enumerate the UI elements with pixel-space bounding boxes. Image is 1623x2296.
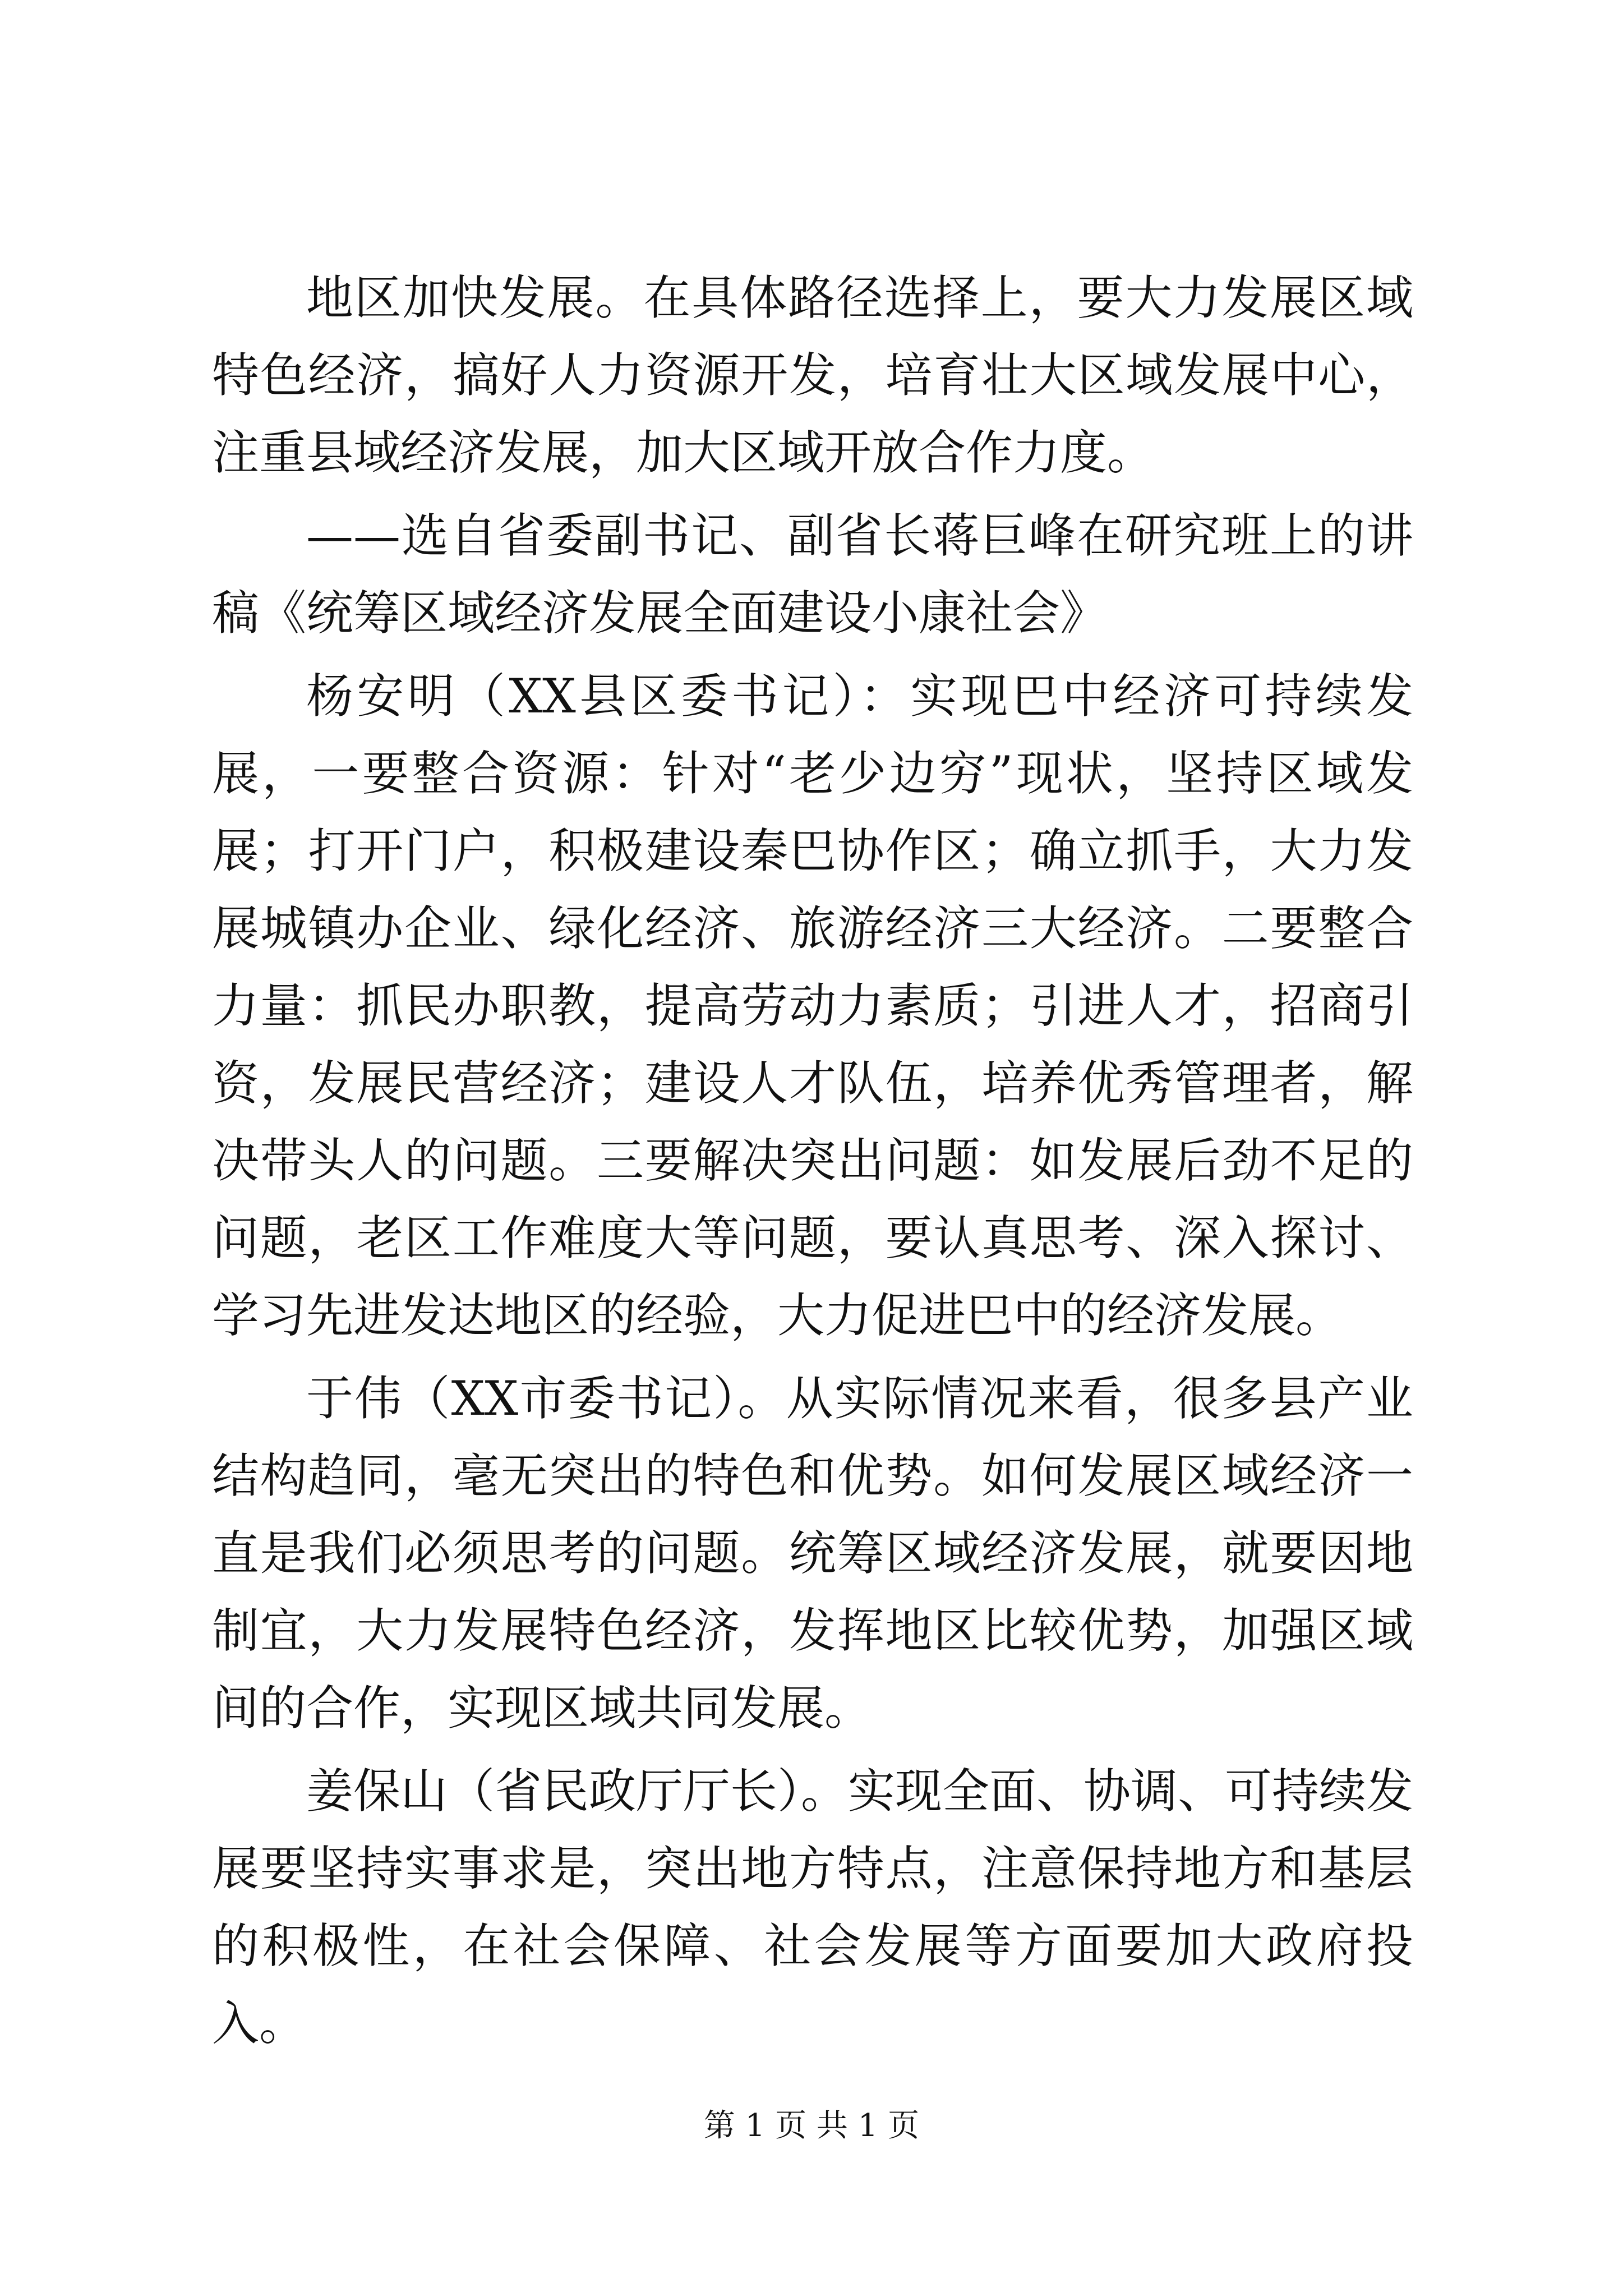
document-body	[212, 259, 1413, 2062]
paragraph-3-yang-anming: 杨安明（XX县区委书记）：实现巴中经济可持续发展，一要整合资源：针对“老少边穷”现状，坚持区域发展；打开门户，积极建设秦巴协作区；确立抓手，大力发展城镇办企业、绿化经济、旅游经济三大经济。二要整合力量：抓民办职教，提高劳动力素质；引进人才，招商引资，发展民营经济；建设人才队伍，培养优秀管理者，解决带头人的问题。三要解决突出问题：如发展后劲不足的问题，老区工作难度大等问题，要认真思考、深入探讨、学习先进发达地区的经验，大力促进巴中的经济发展。	[212, 669, 1413, 1343]
paragraph-4-yu-wei: 于伟（XX市委书记）。从实际情况来看，很多县产业结构趋同，毫无突出的特色和优势。如何发展区域经济一直是我们必须思考的问题。统筹区域经济发展，就要因地制宜，大力发展特色经济，发挥地区比较优势，加强区域间的合作，实现区域共同发展。	[212, 1371, 1413, 1736]
paragraph-1: 地区加快发展。在具体路径选择上，要大力发展区域特色经济，搞好人力资源开发，培育壮大区域发展中心，注重县域经济发展，加大区域开放合作力度。	[212, 270, 1413, 480]
page-footer: 第 1 页 共 1 页	[703, 2108, 920, 2144]
paragraph-5-jiang-baoshan: 姜保山（省民政厅厅长）。实现全面、协调、可持续发展要坚持实事求是，突出地方特点，注意保持地方和基层的积极性，在社会保障、社会发展等方面要加大政府投入。	[212, 1764, 1414, 2051]
paragraph-2-source-quote: ——选自省委副书记、副省长蒋巨峰在研究班上的讲稿《统筹区域经济发展全面建设小康社会》	[212, 508, 1413, 641]
